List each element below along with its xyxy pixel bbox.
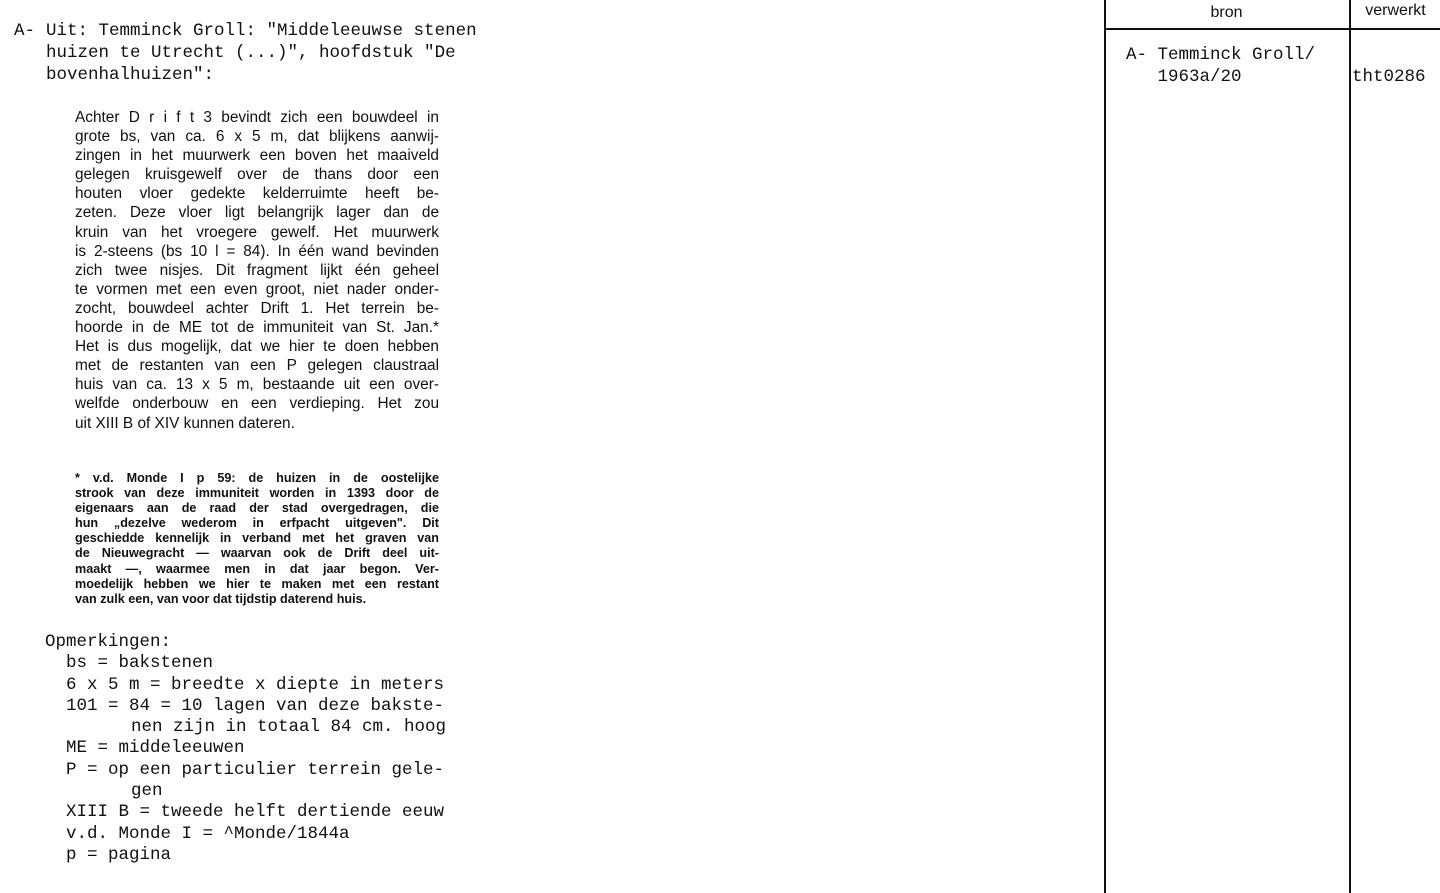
remarks-section [45,632,465,866]
source-entry [1126,44,1315,88]
footnote-line: strook van deze immuniteit worden in 1393 door de [75,486,439,501]
quoted-excerpt [75,108,439,433]
excerpt-line: Het is dus mogelijk, dat we hier te doen hebben [75,338,439,356]
excerpt-line: hoorde in de ME tot de immuniteit van St. Jan.* [75,319,439,337]
footnote-line: maakt —, waarmee men in dat jaar begon. Ver- [75,561,439,576]
remarks-title: Opmerkingen: [45,632,172,652]
heading-prefix: A- [14,21,36,41]
heading-line [14,20,494,42]
source-entry-line: 1963a/20 [1126,67,1242,87]
remark-item: 6 x 5 m = breedte x diepte in meters [66,674,445,695]
heading-line [14,42,494,64]
footnote [75,471,439,607]
remark-item: v.d. Monde I = ^Monde/1844a [66,823,350,844]
excerpt-line: grote bs, van ca. 6 x 5 m, dat blijkens aanwij- [75,128,439,146]
excerpt-line: te vormen met een even groot, niet nader onder- [75,280,439,298]
remark-item: 101 = 84 = 10 lagen van deze bakste- [66,695,445,716]
excerpt-line: met de restanten van een P gelegen claustraal [75,357,439,375]
footnote-line: geschiedde kennelijk in verband met het graven van [75,531,439,546]
footnote-line: eigenaars aan de raad der stad overgedragen, die [75,501,439,516]
table-column-divider [1349,0,1351,893]
heading-text: bovenhalhuizen": [46,65,215,85]
source-entry-line: A- Temminck Groll/ [1126,45,1316,65]
table-header-divider [1104,28,1440,30]
excerpt-line: zeten. Deze vloer ligt belangrijk lager dan de [75,204,439,222]
heading-text: huizen te Utrecht (...)", hoofdstuk "De [46,43,456,63]
column-header-worked: verwerkt [1365,2,1426,19]
column-header-source: bron [1210,4,1243,21]
remark-item: bs = bakstenen [66,653,214,674]
document-heading [14,20,494,86]
excerpt-line: welfde onderbouw en een verdieping. Het zou [75,395,439,413]
footnote-line: de Nieuwegracht — waarvan ook de Drift deel uit- [75,546,439,561]
remark-item: XIII B = tweede helft dertiende eeuw [66,802,445,823]
table-left-border [1104,0,1106,893]
excerpt-line: houten vloer gedekte kelderruimte heeft be- [75,185,439,203]
footnote-line: van zulk een, van voor dat tijdstip daterend huis. [75,591,367,606]
excerpt-line: zich twee nisjes. Dit fragment lijkt één geheel [75,261,439,279]
footnote-line: moedelijk hebben we hier te maken met een restant [75,576,439,591]
remark-item: gen [131,781,163,802]
excerpt-line: gelegen kruisgewelf over de thans door een [75,166,439,184]
remark-item: P = op een particulier terrein gele- [66,759,445,780]
heading-line [14,64,494,86]
excerpt-line: huis van ca. 13 x 5 m, bestaande uit een over- [75,376,439,394]
remark-item: nen zijn in totaal 84 cm. hoog [131,717,447,738]
footnote-line: hun „dezelve wederom in erfpacht uitgeven". Dit [75,516,439,531]
excerpt-line: zingen in het muurwerk een boven het maaiveld [75,147,439,165]
footnote-line: * v.d. Monde I p 59: de huizen in de oostelijke [75,471,439,485]
excerpt-line: Achter D r i f t 3 bevindt zich een bouwdeel in [75,109,439,126]
excerpt-line: zocht, bouwdeel achter Drift 1. Het terrein be- [75,299,439,317]
heading-text: Uit: Temminck Groll: "Middeleeuwse stenen [46,21,477,41]
source-table [1104,0,1440,893]
worked-id: tht0286 [1352,67,1426,87]
excerpt-line: kruin van het vroegere gewelf. Het muurwerk [75,223,439,241]
remark-item: ME = middeleeuwen [66,738,245,759]
excerpt-line: uit XIII B of XIV kunnen dateren. [75,414,295,432]
excerpt-line: is 2-steens (bs 10 l = 84). In één wand bevinden [75,242,439,260]
remark-item: p = pagina [66,844,172,865]
